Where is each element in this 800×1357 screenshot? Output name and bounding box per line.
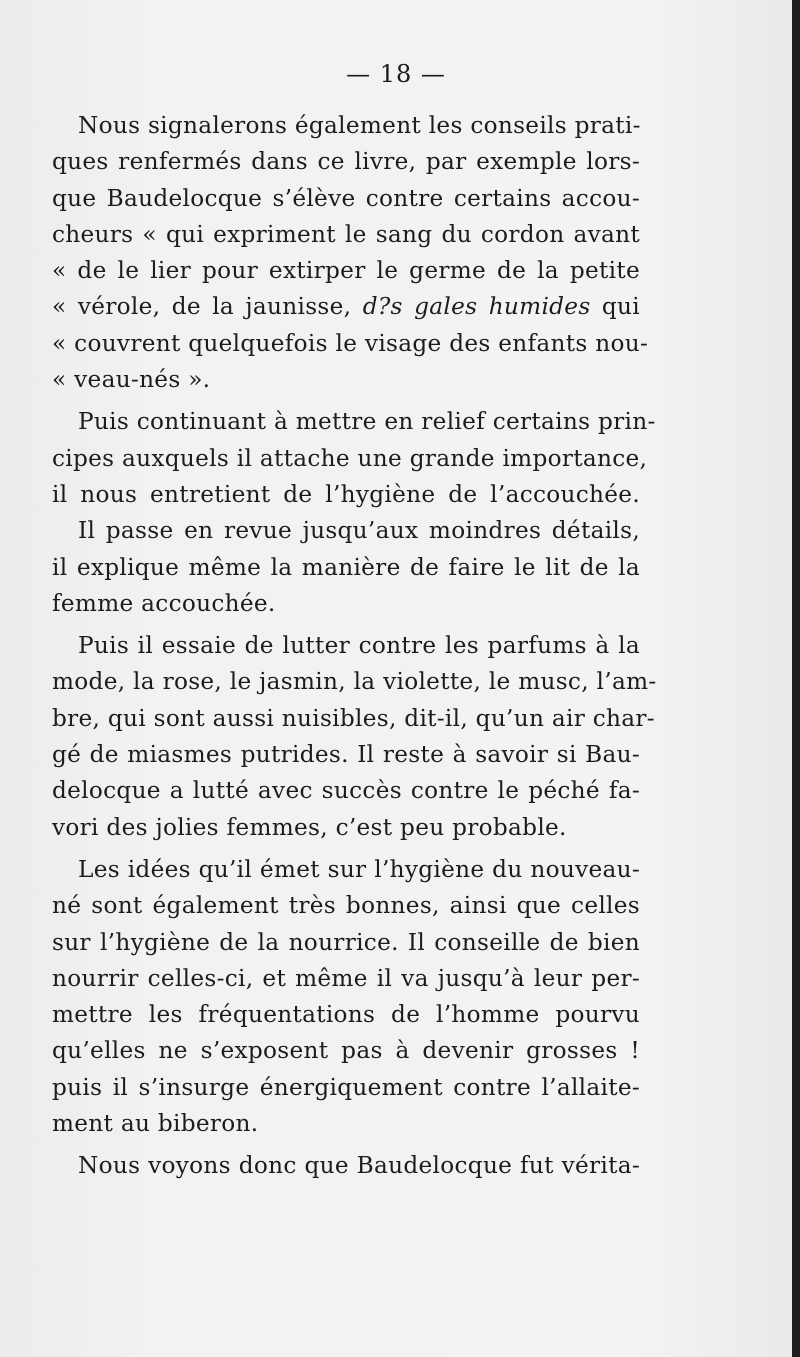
- text-line: femme accouchée.: [52, 589, 276, 617]
- text-line: puis il s’insurge énergiquement contre l’allaite-: [52, 1073, 640, 1101]
- text-line: né sont également très bonnes, ainsi que celles: [52, 892, 640, 920]
- page-body-text: [52, 108, 657, 1185]
- text-line: nourrir celles-ci, et même il va jusqu’à leur per-: [52, 964, 640, 992]
- text-line: sur l’hygiène de la nourrice. Il conseille de bien: [52, 928, 640, 956]
- text-line: delocque a lutté avec succès contre le péché fa-: [52, 777, 640, 805]
- text-line: Nous voyons donc que Baudelocque fut vérita-: [78, 1152, 640, 1180]
- text-line: ques renfermés dans ce livre, par exemple lors-: [52, 148, 640, 176]
- text-segment: « vérole, de la jaunisse,: [52, 293, 363, 321]
- text-line: « de le lier pour extirper le germe de la petite: [52, 257, 640, 285]
- text-line: gé de miasmes putrides. Il reste à savoir si Bau-: [52, 741, 640, 769]
- text-line: cipes auxquels il attache une grande importance,: [52, 444, 648, 472]
- text-line: bre, qui sont aussi nuisibles, dit-il, qu’un air char-: [52, 704, 655, 732]
- text-line: mettre les fréquentations de l’homme pourvu: [52, 1001, 640, 1029]
- text-line: il explique même la manière de faire le lit de la: [52, 553, 640, 581]
- text-line: il nous entretient de l’hygiène de l’accouchée.: [52, 480, 640, 508]
- text-line: « veau-nés ».: [52, 366, 211, 394]
- text-line: Nous signalerons également les conseils prati-: [78, 112, 641, 139]
- text-line: qu’elles ne s’exposent pas à devenir grosses !: [52, 1037, 640, 1065]
- text-segment: qui: [590, 293, 640, 321]
- text-line: Il passe en revue jusqu’aux moindres détails,: [78, 517, 640, 545]
- text-line: cheurs « qui expriment le sang du cordon avant: [52, 220, 640, 248]
- text-line: Puis il essaie de lutter contre les parfums à la: [78, 632, 640, 660]
- page-number: — 18 —: [346, 60, 446, 88]
- text-line: vori des jolies femmes, c’est peu probable.: [52, 813, 567, 841]
- text-line: que Baudelocque s’élève contre certains accou-: [52, 184, 640, 212]
- text-line: mode, la rose, le jasmin, la violette, le musc, l’am-: [52, 668, 657, 696]
- text-line: « couvrent quelquefois le visage des enfants nou-: [52, 329, 649, 357]
- page-edge-shadow: [792, 0, 800, 1357]
- text-line: [52, 289, 640, 325]
- italic-phrase: d?s gales humides: [362, 293, 591, 321]
- text-line: ment au biberon.: [52, 1110, 259, 1138]
- text-line: Les idées qu’il émet sur l’hygiène du nouveau-: [78, 855, 640, 883]
- text-line: Puis continuant à mettre en relief certains prin-: [78, 408, 656, 436]
